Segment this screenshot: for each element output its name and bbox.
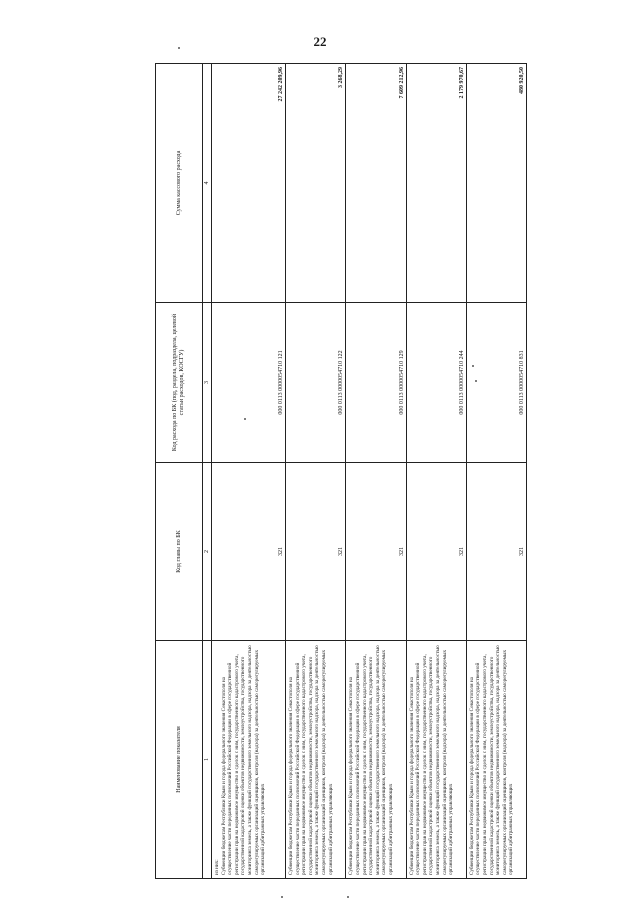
row-expense-code: 000 0113 0000054710 121 bbox=[212, 303, 286, 463]
row-chapter-code: 321 bbox=[346, 463, 406, 641]
table-row bbox=[466, 64, 526, 879]
row-amount: 2 179 970,67 bbox=[406, 64, 466, 303]
scan-speck bbox=[244, 418, 246, 420]
row-description: Субвенции бюджетам Республики Крым и города федерального значения Севастополя на осуществление части переданных полномочий Российской Федерации в сфере государственной регистрации прав на недвижимое имущество и сделок с ним, государственного кадастрового учета, государственной кадастровой оценки объектов недвижимости, землеустройства, государственного мониторинга земель, а также функций государственного земельного надзора, надзора за деятельностью саморегулируемых организаций оценщиков, контроля (надзора) за деятельностью саморегулируемых организаций арбитражных управляющих bbox=[406, 641, 466, 879]
row-chapter-code: 321 bbox=[286, 463, 346, 641]
scan-speck bbox=[472, 365, 474, 367]
row-description: Субвенции бюджетам Республики Крым и города федерального значения Севастополя на осуществление части переданных полномочий Российской Федерации в сфере государственной регистрации прав на недвижимое имущество и сделок с ним, государственного кадастрового учета, государственной кадастровой оценки объектов недвижимости, землеустройства, государственного мониторинга земель, а также функций государственного земельного надзора, надзора за деятельностью саморегулируемых организаций оценщиков, контроля (надзора) за деятельностью саморегулируемых организаций арбитражных управляющих bbox=[286, 641, 346, 879]
row-chapter-code: 321 bbox=[212, 463, 286, 641]
page-number: 22 bbox=[313, 34, 327, 49]
rotated-table-area bbox=[155, 64, 527, 879]
scan-speck bbox=[178, 47, 180, 49]
row-amount: 27 242 209,96 bbox=[212, 64, 286, 303]
row-amount: 3 268,29 bbox=[286, 64, 346, 303]
row-chapter-code: 321 bbox=[406, 463, 466, 641]
row-expense-code: 000 0113 0000054710 244 bbox=[406, 303, 466, 463]
header-indicator-name: Наименование показателя bbox=[156, 641, 203, 879]
table-row bbox=[346, 64, 406, 879]
row-description: Субвенции бюджетам Республики Крым и города федерального значения Севастополя на осуществление части переданных полномочий Российской Федерации в сфере государственной регистрации прав на недвижимое имущество и сделок с ним, государственного кадастрового учета, государственной кадастровой оценки объектов недвижимости, землеустройства, государственного мониторинга земель, а также функций государственного земельного надзора, надзора за деятельностью саморегулируемых организаций оценщиков, контроля (надзора) за деятельностью саморегулируемых организаций арбитражных управляющих bbox=[346, 641, 406, 879]
column-number: 3 bbox=[203, 303, 212, 463]
header-chapter-code: Код главы по БК bbox=[156, 463, 203, 641]
row-description: Субвенции бюджетам Республики Крым и города федерального значения Севастополя на осуществление части переданных полномочий Российской Федерации в сфере государственной регистрации прав на недвижимое имущество и сделок с ним, государственного кадастрового учета, государственной кадастровой оценки объектов недвижимости, землеустройства, государственного мониторинга земель, а также функций государственного земельного надзора, надзора за деятельностью саморегулируемых организаций оценщиков, контроля (надзора) за деятельностью саморегулируемых организаций арбитражных управляющих bbox=[466, 641, 526, 879]
header-expense-code: Код расхода по БК (под, раздела, подраздела, целевой статьи расходов, КОСГУ) bbox=[156, 303, 203, 463]
header-cash-expense-sum: Сумма кассового расхода bbox=[156, 64, 203, 303]
expense-table bbox=[155, 63, 527, 879]
scan-speck bbox=[475, 380, 477, 382]
row-chapter-code: 321 bbox=[466, 463, 526, 641]
scan-speck bbox=[347, 896, 349, 898]
table-row bbox=[212, 64, 286, 879]
column-number: 4 bbox=[203, 64, 212, 303]
row-amount: 7 609 212,96 bbox=[346, 64, 406, 303]
row-expense-code: 000 0113 0000054710 831 bbox=[466, 303, 526, 463]
table-header-row bbox=[156, 64, 203, 879]
row-expense-code: 000 0113 0000054710 129 bbox=[346, 303, 406, 463]
row-prefix: из них: bbox=[214, 859, 220, 875]
row-amount: 480 920,50 bbox=[466, 64, 526, 303]
column-number: 1 bbox=[203, 641, 212, 879]
row-expense-code: 000 0113 0000054710 122 bbox=[286, 303, 346, 463]
row-description-cell bbox=[212, 641, 286, 879]
column-number: 2 bbox=[203, 463, 212, 641]
table-row bbox=[406, 64, 466, 879]
row-description: Субвенции бюджетам Республики Крым и города федерального значения Севастополя на осуществление части переданных полномочий Российской Федерации в сфере государственной регистрации прав на недвижимое имущество и сделок с ним, государственного кадастрового учета, государственной кадастровой оценки объектов недвижимости, землеустройства, государственного мониторинга земель, а также функций государственного земельного надзора, надзора за деятельностью саморегулируемых организаций оценщиков, контроля (надзора) за деятельностью саморегулируемых организаций арбитражных управляющих bbox=[220, 645, 267, 875]
table-row bbox=[286, 64, 346, 879]
expense-table-container bbox=[155, 64, 527, 879]
scan-speck bbox=[281, 896, 283, 898]
column-number-row bbox=[203, 64, 212, 879]
